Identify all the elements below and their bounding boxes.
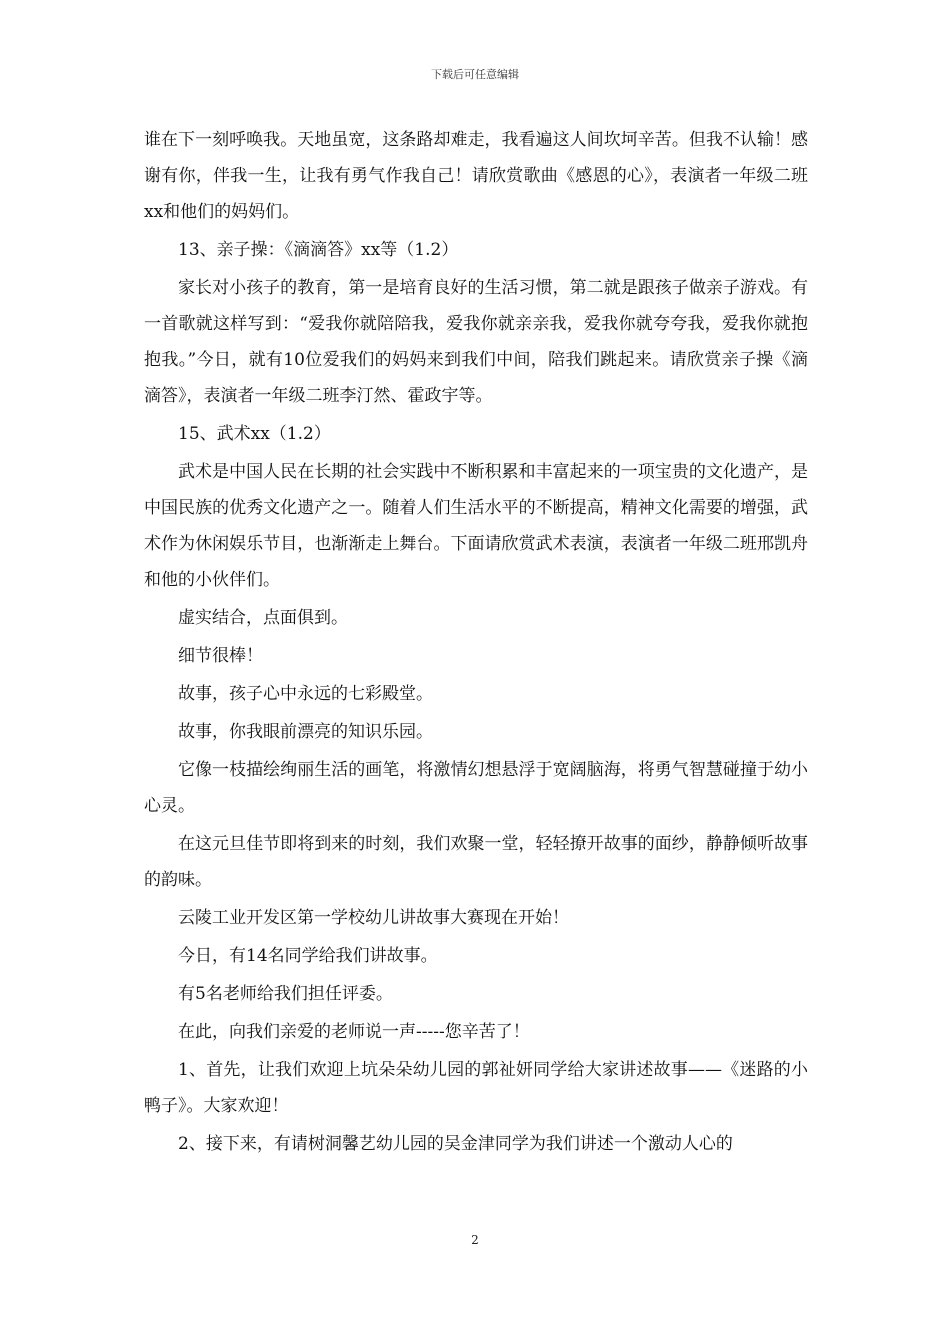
paragraph: 细节很棒！	[178, 646, 263, 666]
paragraph: 13、亲子操：《滴滴答》xx等（1.2）	[178, 240, 459, 260]
paragraph: 虚实结合，点面俱到。	[178, 608, 348, 628]
page-header: 下载后可任意编辑	[431, 68, 519, 81]
paragraph: 它像一枝描绘绚丽生活的画笔，将激情幻想悬浮于宽阔脑海，将勇气智慧碰撞于幼小心灵。	[144, 760, 808, 816]
paragraph: 云陵工业开发区第一学校幼儿讲故事大赛现在开始！	[178, 908, 569, 928]
paragraph: 故事，你我眼前漂亮的知识乐园。	[178, 722, 433, 742]
paragraph: 在这元旦佳节即将到来的时刻，我们欢聚一堂，轻轻撩开故事的面纱，静静倾听故事的韵味。	[144, 834, 808, 890]
paragraph: 故事，孩子心中永远的七彩殿堂。	[178, 684, 433, 704]
paragraph: 有5名老师给我们担任评委。	[178, 984, 393, 1004]
paragraph: 15、武术xx（1.2）	[178, 424, 331, 444]
paragraph: 1、首先，让我们欢迎上坑朵朵幼儿园的郭祉妍同学给大家讲述故事——《迷路的小鸭子》。大家欢迎！	[144, 1060, 808, 1116]
paragraph: 在此，向我们亲爱的老师说一声-----您辛苦了！	[178, 1022, 530, 1042]
paragraph: 家长对小孩子的教育，第一是培育良好的生活习惯，第二就是跟孩子做亲子游戏。有一首歌就这样写到：“爱我你就陪陪我，爱我你就亲亲我，爱我你就夸夸我，爱我你就抱抱我。”今日，就有10位爱我们的妈妈来到我们中间，陪我们跳起来。请欣赏亲子操《滴滴答》，表演者一年级二班李汀然、霍政宇等。	[144, 278, 808, 406]
paragraph: 谁在下一刻呼唤我。天地虽宽，这条路却难走，我看遍这人间坎坷辛苦。但我不认输！感谢有你，伴我一生，让我有勇气作我自己！请欣赏歌曲《感恩的心》，表演者一年级二班xx和他们的妈妈们。	[144, 130, 808, 222]
document-body	[144, 122, 808, 1164]
page-number: 2	[471, 1233, 479, 1247]
paragraph: 武术是中国人民在长期的社会实践中不断积累和丰富起来的一项宝贵的文化遗产，是中国民族的优秀文化遗产之一。随着人们生活水平的不断提高，精神文化需要的增强，武术作为休闲娱乐节目，也渐渐走上舞台。下面请欣赏武术表演，表演者一年级二班邢凯舟和他的小伙伴们。	[144, 462, 808, 590]
paragraph: 今日，有14名同学给我们讲故事。	[178, 946, 438, 966]
paragraph: 2、接下来，有请树洞馨艺幼儿园的吴金津同学为我们讲述一个激动人心的	[178, 1134, 733, 1154]
